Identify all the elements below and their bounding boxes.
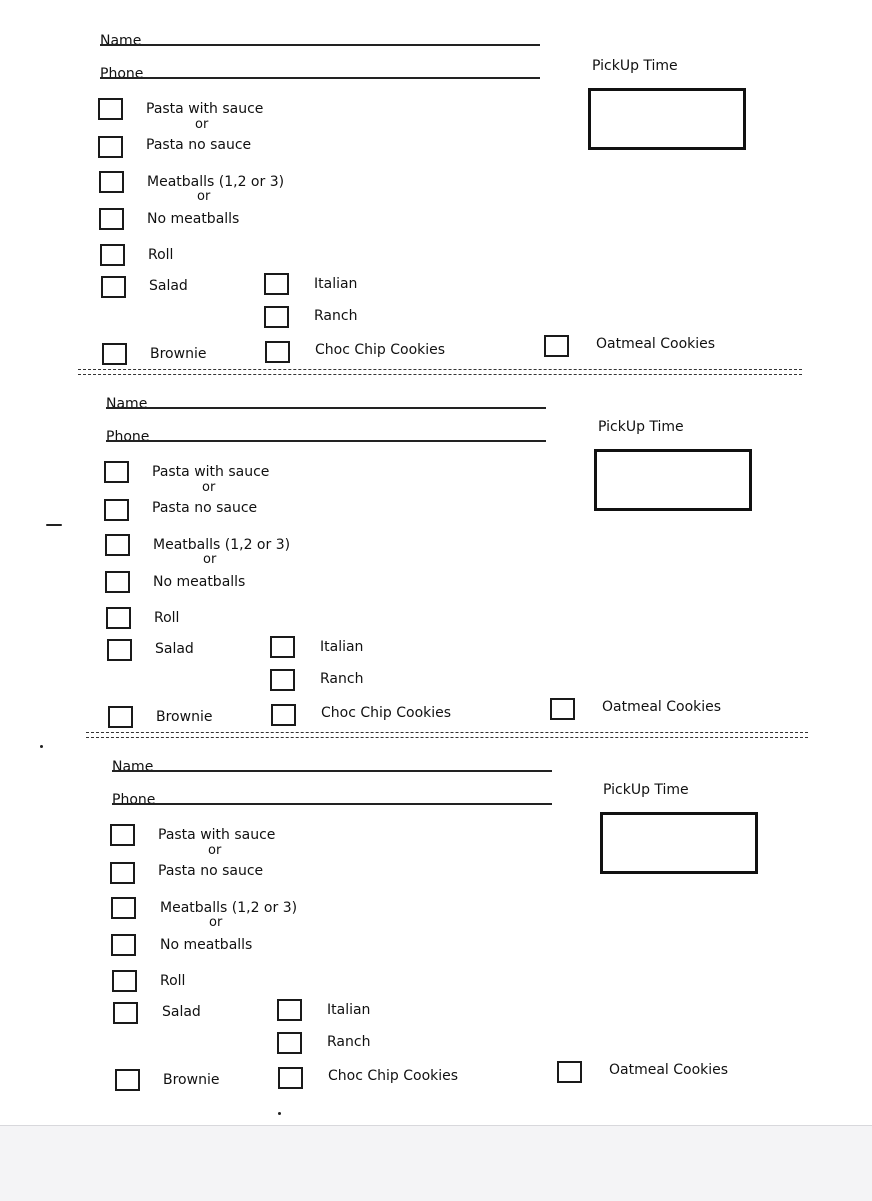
- or-label: or: [197, 189, 211, 204]
- phone-label: Phone: [100, 66, 144, 82]
- pasta-sauce-label: Pasta with sauce: [158, 827, 276, 843]
- no-meatballs-checkbox[interactable]: [105, 571, 130, 593]
- salad-label: Salad: [162, 1004, 201, 1020]
- ranch-label: Ranch: [327, 1034, 371, 1050]
- roll-label: Roll: [148, 247, 174, 263]
- name-label: Name: [106, 396, 148, 412]
- pasta-sauce-checkbox[interactable]: [110, 824, 135, 846]
- pickup-time-box[interactable]: [594, 449, 752, 511]
- ranch-checkbox[interactable]: [270, 669, 295, 691]
- choc-chip-label: Choc Chip Cookies: [321, 705, 452, 721]
- pasta-no-sauce-label: Pasta no sauce: [158, 863, 264, 879]
- pickup-time-label: PickUp Time: [592, 58, 678, 74]
- meatballs-checkbox[interactable]: [99, 171, 124, 193]
- name-field[interactable]: [106, 407, 546, 409]
- brownie-checkbox[interactable]: [102, 343, 127, 365]
- brownie-label: Brownie: [156, 709, 213, 725]
- pasta-sauce-label: Pasta with sauce: [146, 101, 264, 117]
- phone-field[interactable]: [112, 803, 552, 805]
- no-meatballs-label: No meatballs: [147, 211, 240, 227]
- no-meatballs-checkbox[interactable]: [111, 934, 136, 956]
- salad-checkbox[interactable]: [113, 1002, 138, 1024]
- roll-checkbox[interactable]: [100, 244, 125, 266]
- pasta-no-sauce-label: Pasta no sauce: [146, 137, 252, 153]
- italian-checkbox[interactable]: [270, 636, 295, 658]
- name-field[interactable]: [112, 770, 552, 772]
- roll-label: Roll: [154, 610, 180, 626]
- roll-checkbox[interactable]: [112, 970, 137, 992]
- or-label: or: [208, 843, 222, 858]
- oatmeal-label: Oatmeal Cookies: [596, 336, 716, 352]
- italian-label: Italian: [327, 1002, 371, 1018]
- salad-label: Salad: [149, 278, 188, 294]
- brownie-checkbox[interactable]: [115, 1069, 140, 1091]
- pasta-sauce-checkbox[interactable]: [98, 98, 123, 120]
- pickup-time-box[interactable]: [588, 88, 746, 150]
- ranch-label: Ranch: [314, 308, 358, 324]
- meatballs-checkbox[interactable]: [111, 897, 136, 919]
- order-form-3: [0, 726, 872, 1086]
- scan-background: [0, 1125, 872, 1201]
- name-label: Name: [112, 759, 154, 775]
- or-label: or: [195, 117, 209, 132]
- ranch-checkbox[interactable]: [264, 306, 289, 328]
- oatmeal-checkbox[interactable]: [550, 698, 575, 720]
- name-label: Name: [100, 33, 142, 49]
- italian-checkbox[interactable]: [264, 273, 289, 295]
- roll-checkbox[interactable]: [106, 607, 131, 629]
- roll-label: Roll: [160, 973, 186, 989]
- brownie-checkbox[interactable]: [108, 706, 133, 728]
- pasta-no-sauce-checkbox[interactable]: [104, 499, 129, 521]
- no-meatballs-label: No meatballs: [153, 574, 246, 590]
- oatmeal-label: Oatmeal Cookies: [609, 1062, 729, 1078]
- oatmeal-checkbox[interactable]: [557, 1061, 582, 1083]
- salad-label: Salad: [155, 641, 194, 657]
- pasta-no-sauce-checkbox[interactable]: [110, 862, 135, 884]
- meatballs-label: Meatballs (1,2 or 3): [153, 537, 291, 553]
- meatballs-checkbox[interactable]: [105, 534, 130, 556]
- choc-chip-label: Choc Chip Cookies: [328, 1068, 459, 1084]
- or-label: or: [202, 480, 216, 495]
- phone-field[interactable]: [100, 77, 540, 79]
- phone-label: Phone: [106, 429, 150, 445]
- salad-checkbox[interactable]: [101, 276, 126, 298]
- choc-chip-label: Choc Chip Cookies: [315, 342, 446, 358]
- brownie-label: Brownie: [163, 1072, 220, 1088]
- choc-chip-checkbox[interactable]: [265, 341, 290, 363]
- choc-chip-checkbox[interactable]: [278, 1067, 303, 1089]
- pasta-sauce-checkbox[interactable]: [104, 461, 129, 483]
- or-label: or: [209, 915, 223, 930]
- no-meatballs-checkbox[interactable]: [99, 208, 124, 230]
- name-field[interactable]: [100, 44, 540, 46]
- oatmeal-label: Oatmeal Cookies: [602, 699, 722, 715]
- pasta-no-sauce-checkbox[interactable]: [98, 136, 123, 158]
- pickup-time-label: PickUp Time: [603, 782, 689, 798]
- ranch-checkbox[interactable]: [277, 1032, 302, 1054]
- choc-chip-checkbox[interactable]: [271, 704, 296, 726]
- pasta-sauce-label: Pasta with sauce: [152, 464, 270, 480]
- order-form-1: [0, 0, 872, 360]
- oatmeal-checkbox[interactable]: [544, 335, 569, 357]
- brownie-label: Brownie: [150, 346, 207, 362]
- meatballs-label: Meatballs (1,2 or 3): [147, 174, 285, 190]
- salad-checkbox[interactable]: [107, 639, 132, 661]
- scan-speck: [278, 1112, 281, 1115]
- pasta-no-sauce-label: Pasta no sauce: [152, 500, 258, 516]
- pickup-time-label: PickUp Time: [598, 419, 684, 435]
- ranch-label: Ranch: [320, 671, 364, 687]
- phone-field[interactable]: [106, 440, 546, 442]
- no-meatballs-label: No meatballs: [160, 937, 253, 953]
- pickup-time-box[interactable]: [600, 812, 758, 874]
- or-label: or: [203, 552, 217, 567]
- italian-label: Italian: [314, 276, 358, 292]
- meatballs-label: Meatballs (1,2 or 3): [160, 900, 298, 916]
- italian-label: Italian: [320, 639, 364, 655]
- order-form-2: [0, 363, 872, 723]
- italian-checkbox[interactable]: [277, 999, 302, 1021]
- phone-label: Phone: [112, 792, 156, 808]
